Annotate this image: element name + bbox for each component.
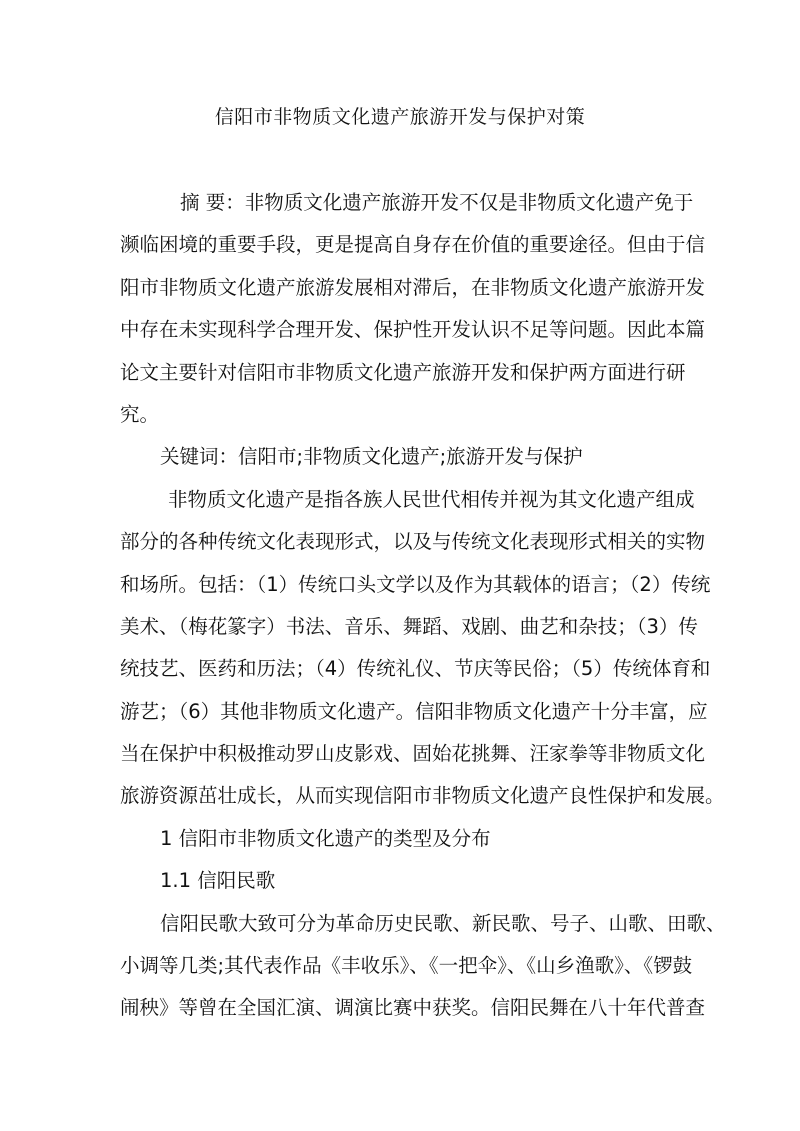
keywords-line: 关键词：信阳市;非物质文化遗产;旅游开发与保护 (160, 445, 583, 469)
paragraph-line: 游艺；（6）其他非物质文化遗产。信阳非物质文化遗产十分丰富，应 (120, 699, 708, 723)
abstract-line: 濒临困境的重要手段，更是提高自身存在价值的重要途径。但由于信 (120, 233, 706, 257)
document-body (120, 182, 726, 1030)
paragraph-line: 部分的各种传统文化表现形式，以及与传统文化表现形式相关的实物 (120, 530, 706, 554)
document-title: 信阳市非物质文化遗产旅游开发与保护对策 (214, 106, 586, 128)
paragraph-line: 当在保护中积极推动罗山皮影戏、固始花挑舞、汪家拳等非物质文化 (120, 742, 706, 766)
abstract-line: 阳市非物质文化遗产旅游发展相对滞后，在非物质文化遗产旅游开发 (120, 275, 706, 299)
paragraph-line: 非物质文化遗产是指各族人民世代相传并视为其文化遗产组成 (168, 487, 695, 511)
paragraph-line: 和场所。包括：（1）传统口头文学以及作为其载体的语言；（2）传统 (120, 572, 711, 596)
paragraph-line: 美术、（梅花篆字）书法、音乐、舞蹈、戏剧、曲艺和杂技；（3）传 (120, 614, 698, 638)
paragraph-line: 统技艺、医药和历法；（4）传统礼仪、节庆等民俗；（5）传统体育和 (120, 657, 711, 681)
paragraph-line: 信阳民歌大致可分为革命历史民歌、新民歌、号子、山歌、田歌、 (160, 911, 726, 935)
abstract-line: 论文主要针对信阳市非物质文化遗产旅游开发和保护两方面进行研 (120, 360, 686, 384)
paragraph-line: 闹秧》等曾在全国汇演、调演比赛中获奖。信阳民舞在八十年代普查 (120, 996, 706, 1020)
abstract-line: 摘 要：非物质文化遗产旅游开发不仅是非物质文化遗产免于 (180, 191, 694, 214)
paragraph-line: 小调等几类;其代表作品《丰收乐》、《一把伞》、《山乡渔歌》、《锣鼓 (120, 954, 693, 978)
abstract-line: 究。 (120, 402, 160, 426)
section-heading: 1 信阳市非物质文化遗产的类型及分布 (160, 826, 491, 850)
subsection-heading: 1.1 信阳民歌 (160, 869, 276, 893)
paragraph-line: 旅游资源茁壮成长，从而实现信阳市非物质文化遗产良性保护和发展。 (120, 784, 725, 808)
abstract-line: 中存在未实现科学合理开发、保护性开发认识不足等问题。因此本篇 (120, 318, 706, 342)
